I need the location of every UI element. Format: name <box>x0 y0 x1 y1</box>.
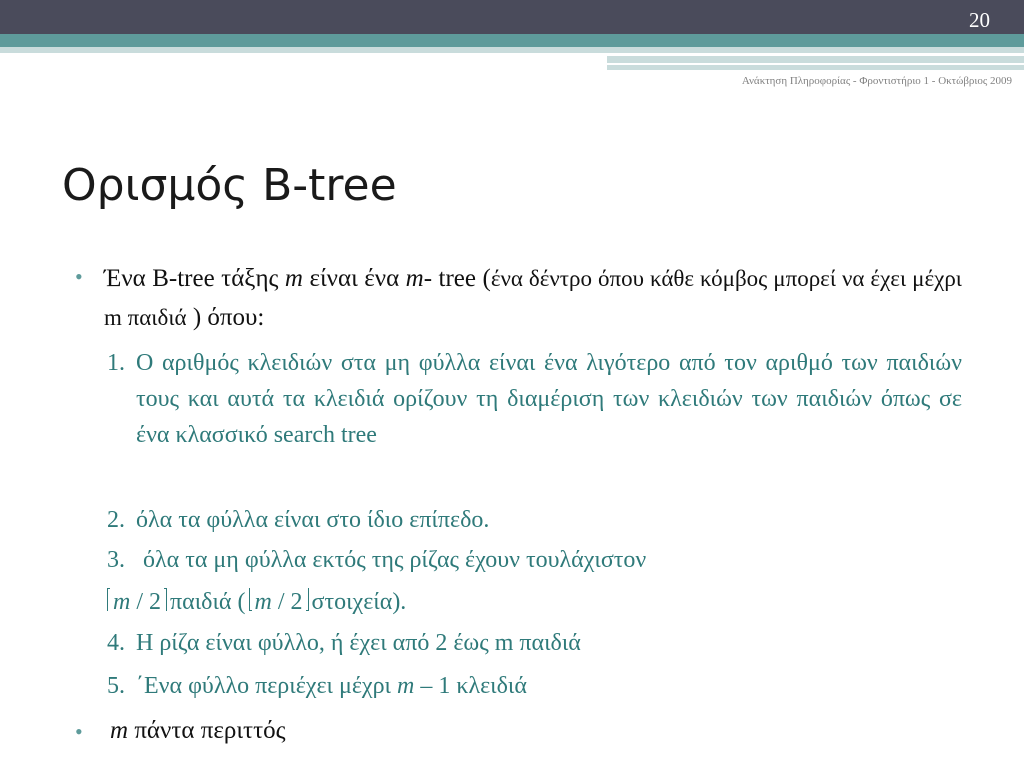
ceiling-left-bracket <box>107 588 110 611</box>
bullet-dot: • <box>75 264 83 289</box>
subitem-2: όλα τα φύλλα είναι στο ίδιο επίπεδο. <box>136 507 490 533</box>
floor-right-bracket <box>306 588 309 611</box>
header-bar <box>0 0 1024 34</box>
subitem-number-4: 4. <box>107 630 125 656</box>
subitem-5: ΄Ενα φύλλο περιέχει μέχρι m – 1 κλειδιά <box>136 673 527 699</box>
header-light-stripe <box>0 47 1024 53</box>
subitem-number-5: 5. <box>107 673 125 699</box>
slide-title: Ορισμός B-tree <box>62 160 397 211</box>
ceiling-right-bracket <box>164 588 167 611</box>
subitem-4: Η ρίζα είναι φύλλο, ή έχει από 2 έως m παιδιά <box>136 630 581 656</box>
bullet-dot-2: • <box>75 719 83 744</box>
subitem-number-1: 1. <box>107 350 125 376</box>
subitem-1: Ο αριθμός κλειδιών στα μη φύλλα είναι ένα λιγότερο από τον αριθμό των παιδιών τους και αυτά τα κλειδιά ορίζουν τη διαμέριση των κλειδιών των παιδιών όπως σε ένα κλασσικό search tree <box>136 350 962 448</box>
subitem-3: όλα τα μη φύλλα εκτός της ρίζας έχουν τουλάχιστον <box>143 547 647 573</box>
header-light-stripe-short <box>607 56 1024 63</box>
footer-text: Ανάκτηση Πληροφορίας - Φροντιστήριο 1 - Οκτώβριος 2009 <box>741 75 1012 87</box>
subitem-number-3: 3. <box>107 547 125 573</box>
subitem-3-formula: m / 2 παιδιά ( m / 2 στοιχεία). <box>104 584 406 620</box>
subitem-number-2: 2. <box>107 507 125 533</box>
slide-number: 20 <box>969 8 990 32</box>
header-accent-band <box>0 34 1024 47</box>
header-light-stripe-short-2 <box>607 65 1024 70</box>
bullet-item-definition: Ένα B-tree τάξης m είναι ένα m- tree (ένα δέντρο όπου κάθε κόμβος μπορεί να έχει μέχρι m παιδιά ) όπου: <box>104 265 962 331</box>
bullet-item-odd: m πάντα περιττός <box>110 717 286 744</box>
floor-left-bracket <box>249 588 252 611</box>
